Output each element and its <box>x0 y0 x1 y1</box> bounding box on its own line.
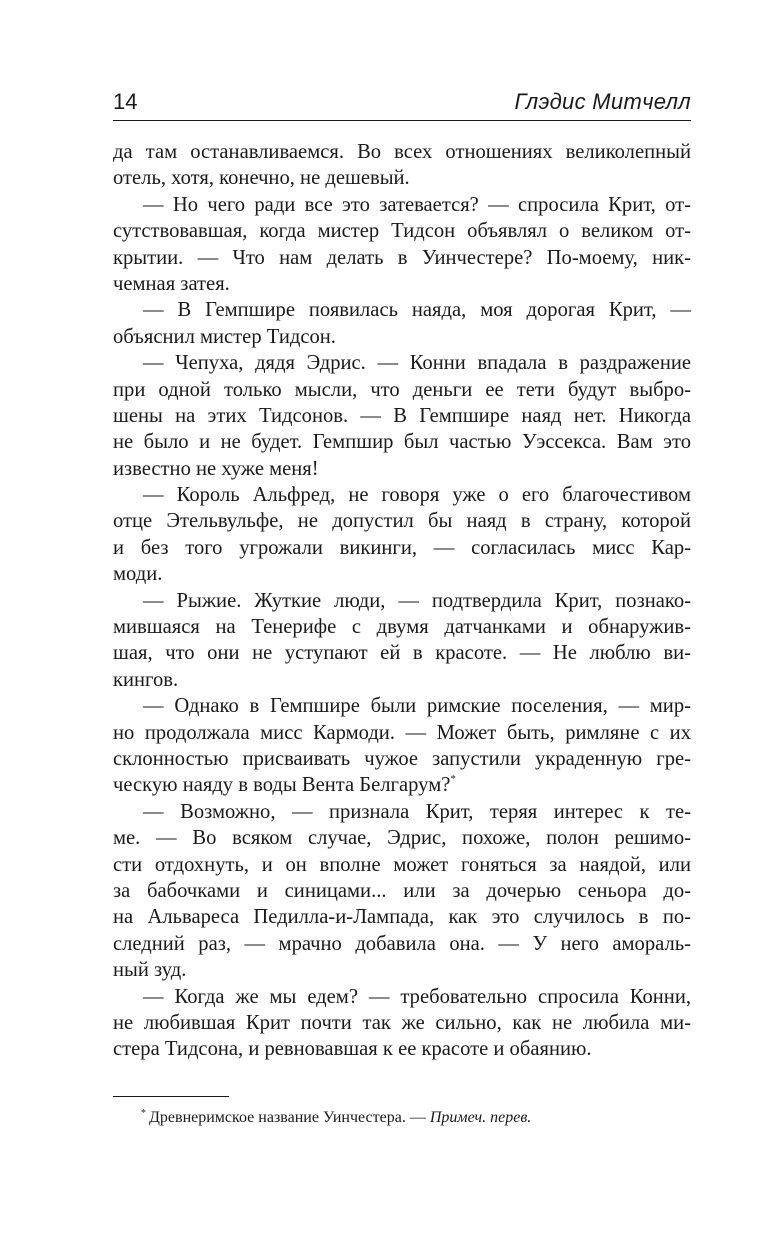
text-line-content: — Возможно, — признала Крит, теряя интерес к те- <box>143 800 691 823</box>
text-line <box>113 297 691 323</box>
text-line-content: кингов. <box>113 668 179 691</box>
text-line <box>113 720 691 746</box>
text-line-content: известно не хуже меня! <box>113 457 319 480</box>
text-line-content: объяснил мистер Тидсон. <box>113 325 336 348</box>
footnote-translator-note: Примеч. перев. <box>429 1109 532 1126</box>
text-line-content: не любившая Крит почти так же сильно, как не любила ми- <box>113 1011 691 1034</box>
text-line <box>113 957 691 983</box>
text-line <box>113 561 691 587</box>
text-line-content: следний раз, — мрачно добавила она. — У него амораль- <box>113 932 691 955</box>
text-line <box>113 377 691 403</box>
page-number: 14 <box>113 89 138 114</box>
text-line-content: — В Гемпшире появилась наяда, моя дорогая Крит, — <box>143 299 691 322</box>
text-line <box>113 667 691 693</box>
text-line-content: сутствовавшая, когда мистер Тидсон объявлял о великом от- <box>113 220 691 243</box>
text-line-content: при одной только мысли, что деньги ее тети будут выбро- <box>113 378 691 401</box>
footnote-reference-mark: * <box>450 773 456 786</box>
text-line-content: — Чепуха, дядя Эдрис. — Конни впадала в раздражение <box>143 352 691 375</box>
text-line-content: — Но чего ради все это затевается? — спросила Крит, от- <box>143 193 691 216</box>
text-line <box>113 852 691 878</box>
text-line <box>113 1036 691 1062</box>
text-line <box>113 693 691 719</box>
text-line <box>113 614 691 640</box>
text-line <box>113 271 691 297</box>
text-line <box>113 456 691 482</box>
text-line-content: ный зуд. <box>113 959 187 982</box>
text-line <box>113 165 691 191</box>
text-line <box>113 139 691 165</box>
text-line-content: крытии. — Что нам делать в Уинчестере? По-моему, ник- <box>113 246 691 269</box>
text-line-content: и без того угрожали викинги, — согласилась мисс Кар- <box>113 536 691 559</box>
text-line <box>113 403 691 429</box>
body-text <box>113 139 691 1063</box>
text-line <box>113 1010 691 1036</box>
text-line <box>113 878 691 904</box>
text-line-content: ме. — Во всяком случае, Эдрис, похоже, полон решимо- <box>113 827 691 850</box>
text-line <box>113 746 691 772</box>
text-line-content: чемная затея. <box>113 272 230 295</box>
text-line-content: склонностью присваивать чужое запустили украденную гре- <box>113 747 691 770</box>
text-line-content: шены на этих Тидсонов. — В Гемпшире наяд нет. Никогда <box>113 404 691 427</box>
text-line-content: сти отдохнуть, и он вполне может гоняться за наядой, или <box>113 853 691 876</box>
text-line <box>113 931 691 957</box>
text-line <box>113 350 691 376</box>
text-line <box>113 218 691 244</box>
text-line <box>113 482 691 508</box>
text-line-content: отце Этельвульфе, не допустил бы наяд в страну, которой <box>113 510 691 533</box>
page-header <box>113 88 691 121</box>
text-line-content: но продолжала мисс Кармоди. — Может быть, римляне с их <box>113 721 691 744</box>
text-line-content: — Когда же мы едем? — требовательно спросила Конни, <box>143 985 691 1008</box>
text-line-content: за бабочками и синицами... или за дочерью сеньора до- <box>113 879 691 902</box>
text-line-content: — Однако в Гемпшире были римские поселения, — мир- <box>143 695 691 718</box>
text-line <box>113 799 691 825</box>
text-line <box>113 588 691 614</box>
footnote <box>141 1108 531 1128</box>
text-line-content: не было и не будет. Гемпшир был частью Уэссекса. Вам это <box>113 431 691 454</box>
text-line <box>113 772 691 798</box>
text-line <box>113 825 691 851</box>
text-line <box>113 429 691 455</box>
running-head-author: Глэдис Митчелл <box>514 89 691 114</box>
footnote-mark: * <box>141 1108 146 1119</box>
text-line-content: стера Тидсона, и ревновавшая к ее красоте и обаянию. <box>113 1038 592 1061</box>
text-line <box>113 324 691 350</box>
text-line <box>113 984 691 1010</box>
footnote-text: Древнеримское название Уинчестера. — <box>149 1109 430 1126</box>
text-line <box>113 192 691 218</box>
text-line-content: ческую наяду в воды Вента Белгарум? <box>113 774 451 797</box>
text-line-content: — Король Альфред, не говоря уже о его благочестивом <box>143 484 691 507</box>
text-line <box>113 640 691 666</box>
text-line-content: отель, хотя, конечно, не дешевый. <box>113 167 410 190</box>
text-line <box>113 535 691 561</box>
text-line <box>113 245 691 271</box>
text-line-content: моди. <box>113 563 163 586</box>
text-line-content: мившаяся на Тенерифе с двумя датчанками и обнаружив- <box>113 616 691 639</box>
footnote-divider <box>113 1096 229 1097</box>
text-line-content: на Альвареса Педилла-и-Лампада, как это случилось в по- <box>113 906 691 929</box>
text-line <box>113 904 691 930</box>
text-line <box>113 508 691 534</box>
text-line-content: — Рыжие. Жуткие люди, — подтвердила Крит, познако- <box>143 589 691 612</box>
text-line-content: да там останавливаемся. Во всех отношениях великолепный <box>113 141 691 163</box>
text-line-content: шая, что они не уступают ей в красоте. — Не люблю ви- <box>113 642 691 665</box>
